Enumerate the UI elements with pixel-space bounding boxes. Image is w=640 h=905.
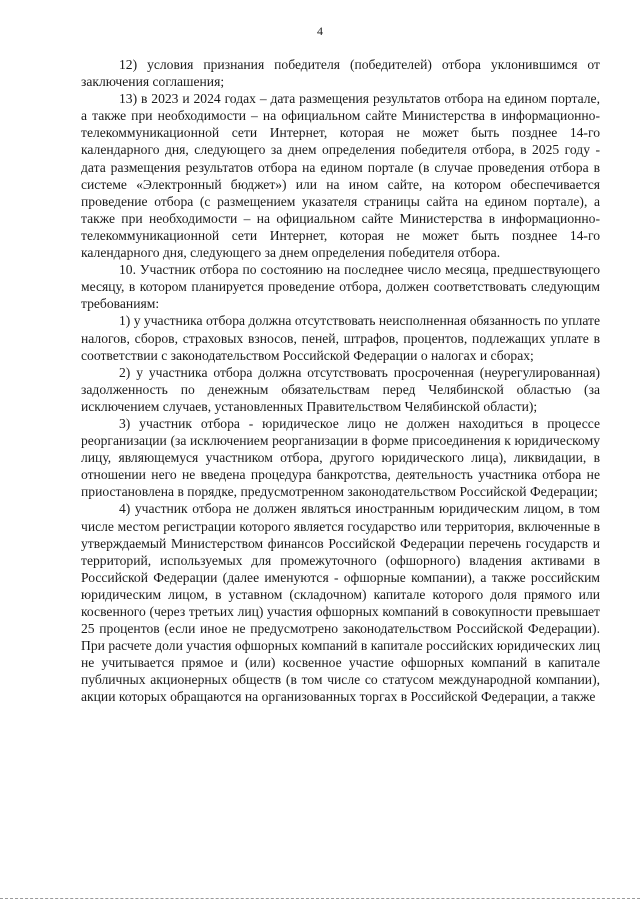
paragraph-item-13: 13) в 2023 и 2024 годах – дата размещения результатов отбора на едином портале, а также при необходимости – на официальном сайте Министерства в информационно-телекоммуникационной сети Интернет, которая не может быть позднее 14-го календарного дня, следующего за днем определения победителя отбора, в 2025 году - дата размещения результатов отбора на едином портале (в случае проведения отбора в системе «Электронный бюджет») или на ином сайте, на котором обеспечивается проведение отбора (с размещением указателя страницы сайта на едином портале), а также при необходимости – на официальном сайте Министерства в информационно-телекоммуникационной сети Интернет, которая не может быть позднее 14-го календарного дня, следующего за днем определения победителя отбора. (81, 91, 600, 261)
scan-edge-line (0, 898, 640, 899)
paragraph-requirement-3: 3) участник отбора - юридическое лицо не должен находиться в процессе реорганизации (за исключением реорганизации в форме присоединения к юридическому лицу, являющемуся участником отбора, другого юридического лица), ликвидации, в отношении него не введена процедура банкротства, деятельность участника отбора не приостановлена в порядке, предусмотренном законодательством Российской Федерации; (81, 415, 600, 500)
paragraph-section-10: 10. Участник отбора по состоянию на последнее число месяца, предшествующего месяцу, в котором планируется проведение отбора, должен соответствовать следующим требованиям: (81, 262, 600, 312)
paragraph-requirement-1: 1) у участника отбора должна отсутствовать неисполненная обязанность по уплате налогов, сборов, страховых взносов, пеней, штрафов, процентов, подлежащих уплате в соответствии с законодательством Российской Федерации о налогах и сборах; (81, 313, 600, 363)
page-number: 4 (317, 24, 323, 38)
document-body (81, 56, 600, 706)
paragraph-item-12: 12) условия признания победителя (победителей) отбора уклонившимся от заключения соглашения; (81, 57, 600, 90)
paragraph-requirement-2: 2) у участника отбора должна отсутствовать просроченная (неурегулированная) задолженность по денежным обязательствам перед Челябинской областью (за исключением случаев, установленных Правительством Челябинской области); (81, 364, 600, 414)
paragraph-requirement-4: 4) участник отбора не должен являться иностранным юридическим лицом, в том числе местом регистрации которого является государство или территория, включенные в утверждаемый Министерством финансов Российской Федерации перечень государств и территорий, используемых для промежуточного (офшорного) владения активами в Российской Федерации (далее именуются - офшорные компании), а также российским юридическим лицом, в уставном (складочном) капитале которого доля прямого или косвенного (через третьих лиц) участия офшорных компаний в совокупности превышает 25 процентов (если иное не предусмотрено законодательством Российской Федерации). При расчете доли участия офшорных компаний в капитале российских юридических лиц не учитывается прямое и (или) косвенное участие офшорных компаний в капитале публичных акционерных обществ (в том числе со статусом международной компании), акции которых обращаются на организованных торгах в Российской Федерации, а также (81, 501, 600, 705)
